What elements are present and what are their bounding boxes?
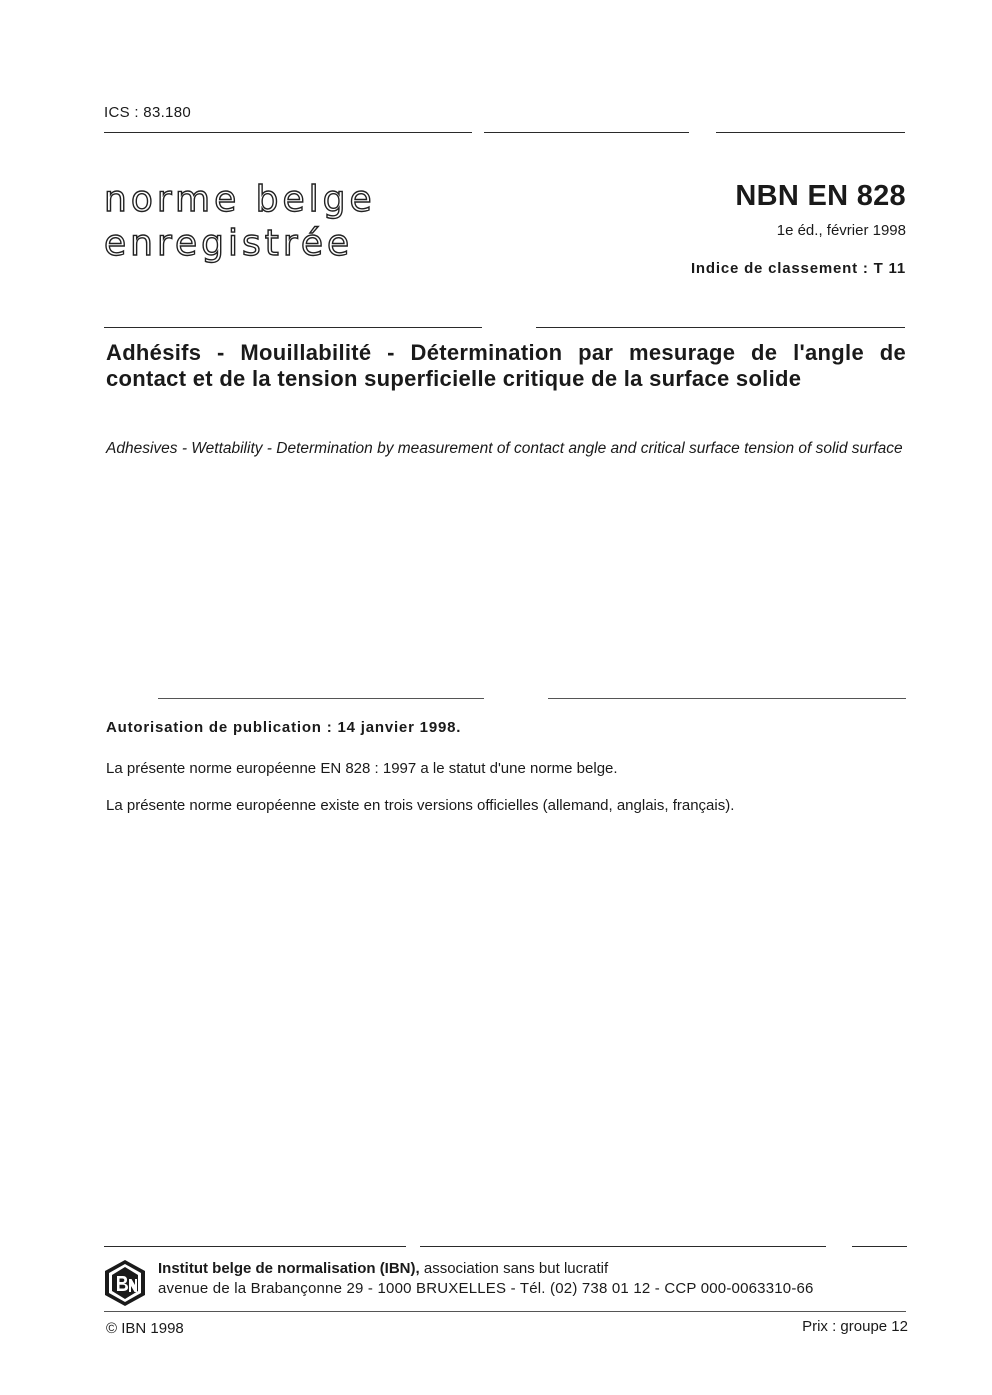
institute-type: association sans but lucratif	[419, 1260, 609, 1277]
institute-name: Institut belge de normalisation (IBN),	[158, 1260, 420, 1277]
brand-line-2: enregistrée	[104, 223, 354, 264]
standard-number: NBN EN 828	[735, 180, 906, 212]
versions-statement: La présente norme européenne existe en trois versions officielles (allemand, anglais, français).	[106, 797, 735, 814]
brand-line-1: norme belge	[104, 179, 376, 220]
divider	[158, 698, 484, 699]
divider	[420, 1246, 826, 1247]
divider	[852, 1246, 907, 1247]
classification-index: Indice de classement : T 11	[690, 260, 906, 277]
divider	[104, 1311, 906, 1312]
edition: 1e éd., février 1998	[776, 222, 906, 239]
price-group: Prix : groupe 12	[802, 1318, 908, 1335]
ics-code: ICS : 83.180	[104, 104, 191, 121]
title-french: Adhésifs - Mouillabilité - Détermination par mesurage de l'angle de contact et de la tension superficielle critique de la surface solide	[106, 340, 906, 391]
institute-address: avenue de la Brabançonne 29 - 1000 BRUXELLES - Tél. (02) 738 01 12 - CCP 000-0063310-66	[158, 1280, 814, 1297]
brand-title	[104, 178, 376, 266]
copyright: © IBN 1998	[106, 1320, 184, 1337]
institute-line	[158, 1260, 608, 1277]
title-english: Adhesives - Wettability - Determination by measurement of contact angle and critical surface tension of solid surface	[106, 440, 903, 457]
divider	[548, 698, 906, 699]
divider	[104, 1246, 406, 1247]
divider	[536, 327, 905, 328]
divider	[716, 132, 905, 133]
publication-authorisation: Autorisation de publication : 14 janvier 1998.	[106, 719, 462, 736]
divider	[484, 132, 689, 133]
divider	[104, 132, 472, 133]
ibn-logo-icon	[103, 1258, 147, 1308]
status-statement: La présente norme européenne EN 828 : 1997 a le statut d'une norme belge.	[106, 760, 618, 777]
divider	[104, 327, 482, 328]
